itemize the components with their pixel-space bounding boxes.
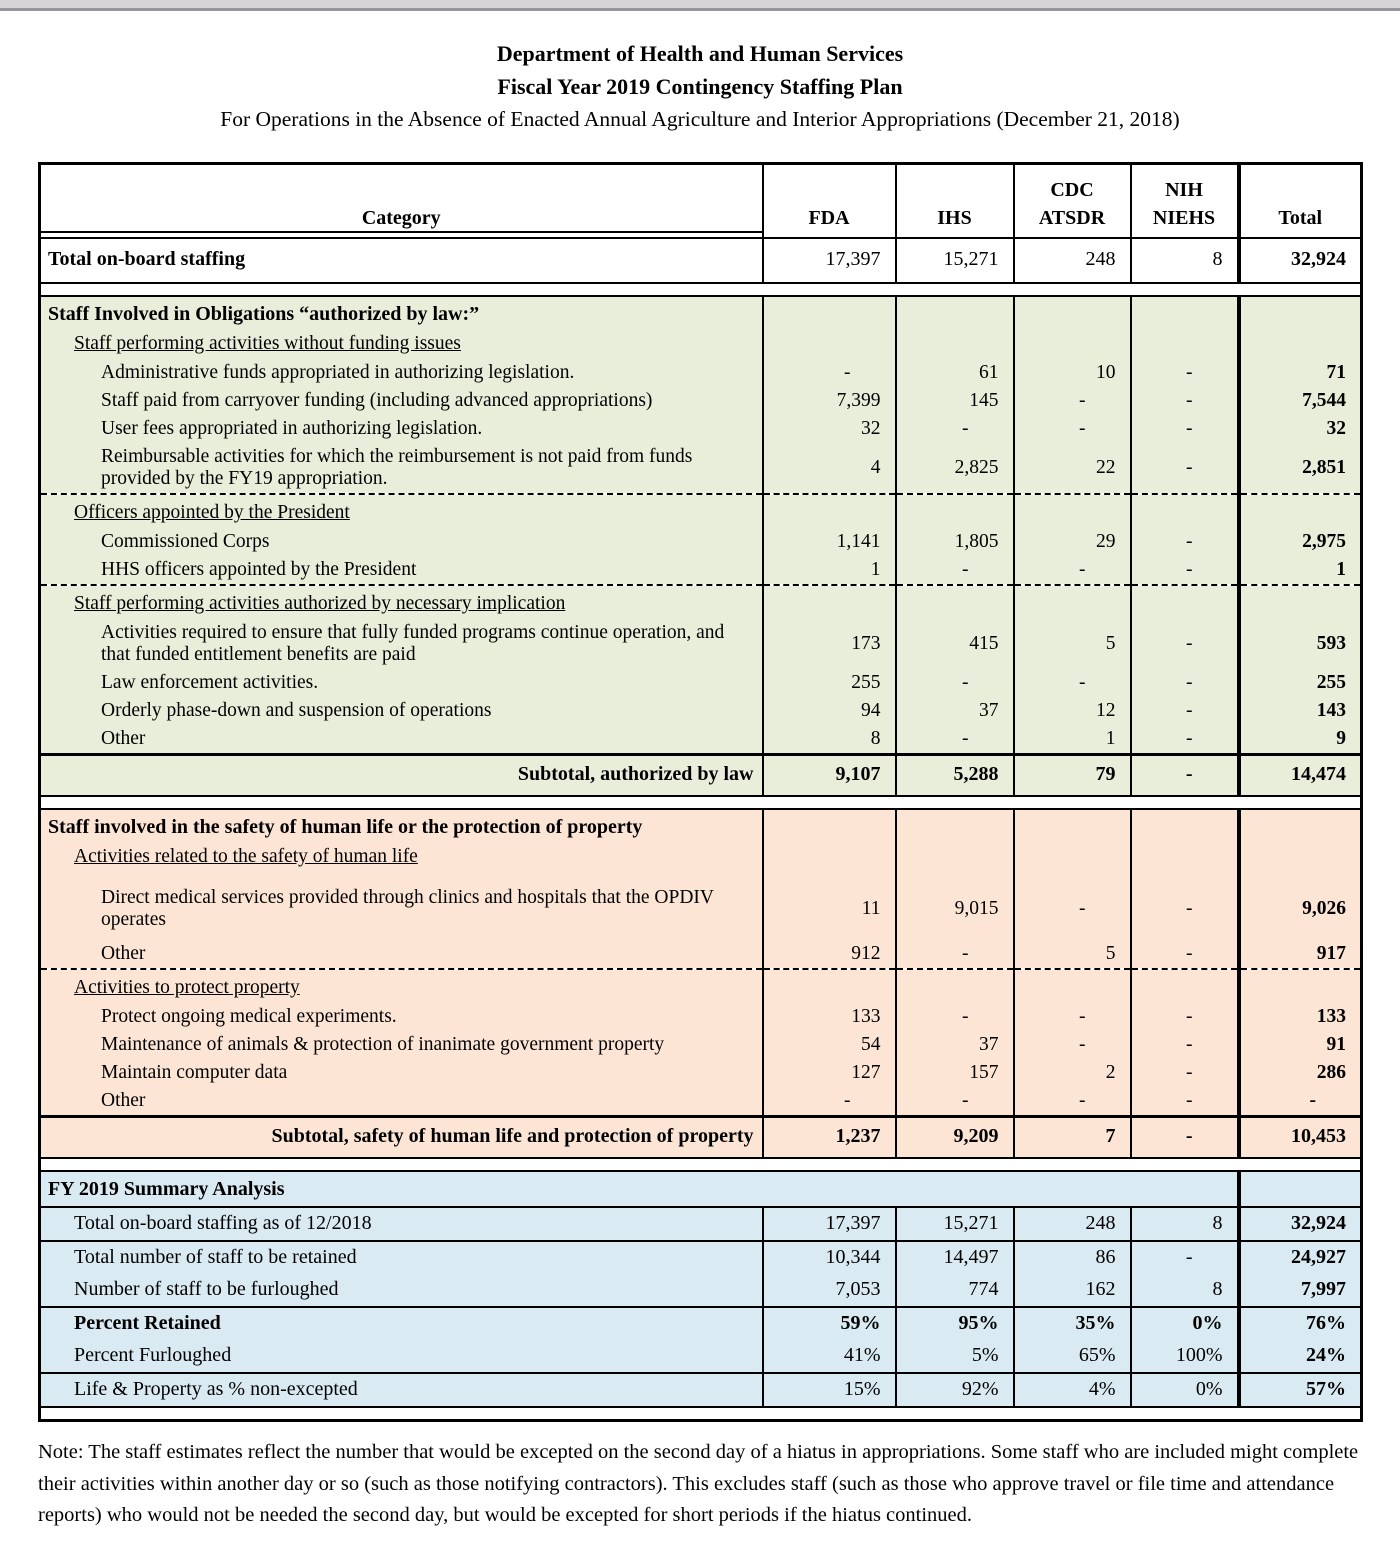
category-cell: Total on-board staffing as of 12/2018	[40, 1207, 763, 1241]
document-header	[0, 11, 1400, 135]
value-cell: 4%	[1014, 1373, 1131, 1407]
value-cell: 1,141	[763, 528, 896, 556]
value-cell: 12	[1014, 697, 1131, 725]
value-cell: -	[1014, 415, 1131, 443]
top-row-body	[40, 238, 1362, 283]
value-cell: 79	[1014, 755, 1131, 797]
total-value-cell: 2,851	[1239, 443, 1362, 494]
value-cell: -	[896, 669, 1014, 697]
separator-body	[40, 283, 1362, 296]
table-row	[40, 973, 1362, 1003]
category-cell: Staff paid from carryover funding (including advanced appropriations)	[40, 387, 763, 415]
empty-cell	[1239, 589, 1362, 619]
empty-cell	[1239, 329, 1362, 359]
value-cell: 11	[763, 872, 896, 940]
section-title-cell: Staff involved in the safety of human life or the protection of property	[40, 809, 763, 842]
empty-cell	[1131, 296, 1239, 329]
separator-bar	[40, 1158, 1362, 1171]
value-cell: -	[763, 1087, 896, 1117]
value-cell: -	[763, 359, 896, 387]
value-cell: 774	[896, 1274, 1014, 1307]
value-cell: -	[1131, 443, 1239, 494]
section-title-row	[40, 1171, 1362, 1207]
total-value-cell: 24,927	[1239, 1241, 1362, 1274]
value-cell: 127	[763, 1059, 896, 1087]
category-cell: Percent Furloughed	[40, 1340, 763, 1373]
empty-cell	[1014, 809, 1131, 842]
value-cell: -	[1014, 872, 1131, 940]
value-cell: 41%	[763, 1340, 896, 1373]
table-row	[40, 619, 1362, 669]
value-cell: -	[1131, 940, 1239, 969]
table-row	[40, 669, 1362, 697]
value-cell: 0%	[1131, 1307, 1239, 1340]
value-cell: 100%	[1131, 1340, 1239, 1373]
total-value-cell: 32	[1239, 415, 1362, 443]
value-cell: 4	[763, 443, 896, 494]
value-cell: -	[1131, 359, 1239, 387]
table-row	[40, 443, 1362, 494]
staffing-table	[38, 162, 1363, 1422]
empty-cell	[1239, 1171, 1362, 1207]
table-row	[40, 498, 1362, 528]
total-value-cell: 9	[1239, 725, 1362, 755]
total-value-cell: 917	[1239, 940, 1362, 969]
value-cell: 7	[1014, 1117, 1131, 1159]
summary-row	[40, 1340, 1362, 1373]
empty-cell	[763, 329, 896, 359]
subtotal-row	[40, 1117, 1362, 1159]
category-cell: Law enforcement activities.	[40, 669, 763, 697]
total-value-cell: 57%	[1239, 1373, 1362, 1407]
value-cell: 145	[896, 387, 1014, 415]
total-value-cell: 91	[1239, 1031, 1362, 1059]
empty-cell	[1131, 973, 1239, 1003]
value-cell: -	[1131, 872, 1239, 940]
value-cell: -	[1131, 1059, 1239, 1087]
value-cell: 29	[1014, 528, 1131, 556]
summary-row	[40, 1274, 1362, 1307]
value-cell: -	[896, 725, 1014, 755]
value-cell: 1	[1014, 725, 1131, 755]
summary-row	[40, 1373, 1362, 1407]
table-row	[40, 1031, 1362, 1059]
empty-cell	[896, 809, 1014, 842]
value-cell: 255	[763, 669, 896, 697]
table-row	[40, 528, 1362, 556]
value-cell: 1	[763, 556, 896, 585]
category-cell: Direct medical services provided through clinics and hospitals that the OPDIV operates	[40, 872, 763, 940]
empty-cell	[763, 498, 896, 528]
category-cell: Maintenance of animals & protection of inanimate government property	[40, 1031, 763, 1059]
value-cell: -	[896, 940, 1014, 969]
separator-bar	[40, 796, 1362, 809]
document-title: Department of Health and Human Services	[496, 41, 904, 66]
table-row	[40, 1087, 1362, 1117]
value-cell: 912	[763, 940, 896, 969]
category-cell: Number of staff to be furloughed	[40, 1274, 763, 1307]
empty-cell	[1131, 842, 1239, 872]
section-separator	[40, 796, 1362, 809]
category-cell: Activities to protect property	[40, 973, 763, 1003]
total-value-cell: 286	[1239, 1059, 1362, 1087]
section-title-cell: FY 2019 Summary Analysis	[40, 1171, 1239, 1207]
value-cell: 157	[896, 1059, 1014, 1087]
summary-row	[40, 1207, 1362, 1241]
category-cell: Administrative funds appropriated in authorizing legislation.	[40, 359, 763, 387]
column-header-total: Total	[1239, 164, 1362, 239]
value-cell: 9,209	[896, 1117, 1014, 1159]
value-cell: -	[1131, 528, 1239, 556]
column-header-fda: FDA	[763, 164, 896, 239]
summary-row	[40, 1307, 1362, 1340]
table-row	[40, 387, 1362, 415]
empty-cell	[1014, 296, 1131, 329]
value-cell: 15%	[763, 1373, 896, 1407]
category-cell: Other	[40, 1087, 763, 1117]
category-cell: Total number of staff to be retained	[40, 1241, 763, 1274]
empty-cell	[763, 809, 896, 842]
empty-cell	[1131, 589, 1239, 619]
section-title-row	[40, 809, 1362, 842]
value-cell: 15,271	[896, 1207, 1014, 1241]
total-value-cell: 32,924	[1239, 1207, 1362, 1241]
value-cell: 8	[1131, 1274, 1239, 1307]
table-row	[40, 1003, 1362, 1031]
value-cell: 54	[763, 1031, 896, 1059]
value-cell: 22	[1014, 443, 1131, 494]
empty-cell	[1131, 329, 1239, 359]
table-row	[40, 359, 1362, 387]
value-cell: -	[1131, 415, 1239, 443]
category-cell: Activities related to the safety of human life	[40, 842, 763, 872]
value-cell: 37	[896, 697, 1014, 725]
document-subtitle-2: For Operations in the Absence of Enacted Annual Agriculture and Interior Appropriations (December 21, 2018)	[220, 107, 1180, 131]
category-cell: Reimbursable activities for which the reimbursement is not paid from funds provided by the FY19 appropriation.	[40, 443, 763, 494]
value-cell: -	[1131, 697, 1239, 725]
table-row	[40, 842, 1362, 872]
value-cell: 15,271	[896, 238, 1014, 283]
value-cell: -	[1014, 556, 1131, 585]
total-value-cell: 14,474	[1239, 755, 1362, 797]
total-value-cell: 2,975	[1239, 528, 1362, 556]
table-head	[40, 164, 1362, 239]
total-value-cell: 143	[1239, 697, 1362, 725]
value-cell: 17,397	[763, 1207, 896, 1241]
category-cell: User fees appropriated in authorizing legislation.	[40, 415, 763, 443]
value-cell: 59%	[763, 1307, 896, 1340]
separator-body	[40, 796, 1362, 809]
column-header-ihs: IHS	[896, 164, 1014, 239]
empty-cell	[763, 589, 896, 619]
category-cell: Activities required to ensure that fully funded programs continue operation, and that funded entitlement benefits are paid	[40, 619, 763, 669]
value-cell: -	[1131, 1117, 1239, 1159]
category-cell: Total on-board staffing	[40, 238, 763, 283]
empty-cell	[763, 842, 896, 872]
screen-top-bar	[0, 0, 1400, 11]
category-cell: Orderly phase-down and suspension of operations	[40, 697, 763, 725]
value-cell: -	[1131, 387, 1239, 415]
value-cell: -	[1131, 669, 1239, 697]
empty-cell	[1239, 296, 1362, 329]
empty-cell	[763, 973, 896, 1003]
value-cell: 415	[896, 619, 1014, 669]
empty-cell	[1014, 498, 1131, 528]
subtotal-label-cell: Subtotal, authorized by law	[40, 755, 763, 797]
value-cell: 162	[1014, 1274, 1131, 1307]
category-cell: Other	[40, 940, 763, 969]
empty-cell	[1239, 809, 1362, 842]
total-value-cell: 133	[1239, 1003, 1362, 1031]
value-cell: -	[1014, 1087, 1131, 1117]
value-cell: 5	[1014, 619, 1131, 669]
value-cell: 86	[1014, 1241, 1131, 1274]
value-cell: 94	[763, 697, 896, 725]
value-cell: 14,497	[896, 1241, 1014, 1274]
empty-cell	[896, 589, 1014, 619]
total-onboard-row	[40, 238, 1362, 283]
table-header-row	[40, 164, 1362, 239]
value-cell: -	[1014, 669, 1131, 697]
value-cell: 32	[763, 415, 896, 443]
document-subtitle: Fiscal Year 2019 Contingency Staffing Plan	[497, 74, 903, 99]
value-cell: 5,288	[896, 755, 1014, 797]
value-cell: 7,053	[763, 1274, 896, 1307]
total-value-cell: 9,026	[1239, 872, 1362, 940]
value-cell: -	[1131, 1003, 1239, 1031]
value-cell: 37	[896, 1031, 1014, 1059]
total-value-cell: 24%	[1239, 1340, 1362, 1373]
value-cell: -	[1131, 755, 1239, 797]
value-cell: 61	[896, 359, 1014, 387]
value-cell: -	[1131, 619, 1239, 669]
table-row	[40, 872, 1362, 940]
category-cell: Maintain computer data	[40, 1059, 763, 1087]
table-row	[40, 940, 1362, 969]
subtotal-label-cell: Subtotal, safety of human life and protection of property	[40, 1117, 763, 1159]
empty-cell	[896, 498, 1014, 528]
value-cell: -	[1014, 387, 1131, 415]
value-cell: -	[1014, 1031, 1131, 1059]
value-cell: 248	[1014, 238, 1131, 283]
total-value-cell: 32,924	[1239, 238, 1362, 283]
value-cell: -	[896, 415, 1014, 443]
value-cell: -	[896, 1087, 1014, 1117]
category-cell: Percent Retained	[40, 1307, 763, 1340]
value-cell: 2	[1014, 1059, 1131, 1087]
separator-body	[40, 1158, 1362, 1171]
value-cell: -	[1131, 556, 1239, 585]
total-value-cell: 76%	[1239, 1307, 1362, 1340]
total-value-cell: 7,544	[1239, 387, 1362, 415]
empty-cell	[896, 329, 1014, 359]
total-value-cell: 255	[1239, 669, 1362, 697]
category-cell: Staff performing activities authorized by necessary implication	[40, 589, 763, 619]
value-cell: 5%	[896, 1340, 1014, 1373]
value-cell: 35%	[1014, 1307, 1131, 1340]
empty-cell	[1239, 842, 1362, 872]
value-cell: 9,107	[763, 755, 896, 797]
value-cell: -	[1131, 1087, 1239, 1117]
empty-cell	[896, 296, 1014, 329]
total-value-cell: 1	[1239, 556, 1362, 585]
section-fy2019-summary	[40, 1171, 1362, 1407]
total-value-cell: 7,997	[1239, 1274, 1362, 1307]
separator-bar	[40, 1407, 1362, 1421]
section-title-cell: Staff Involved in Obligations “authorized by law:”	[40, 296, 763, 329]
column-header-cdc: CDC ATSDR	[1014, 164, 1131, 239]
empty-cell	[1014, 329, 1131, 359]
section-separator	[40, 1407, 1362, 1421]
empty-cell	[1239, 498, 1362, 528]
empty-cell	[1014, 589, 1131, 619]
table-row	[40, 556, 1362, 585]
value-cell: 2,825	[896, 443, 1014, 494]
empty-cell	[896, 973, 1014, 1003]
value-cell: 8	[1131, 1207, 1239, 1241]
value-cell: 7,399	[763, 387, 896, 415]
value-cell: 5	[1014, 940, 1131, 969]
section-life-and-property	[40, 809, 1362, 1158]
note-text: Note: The staff estimates reflect the number that would be excepted on the second day of a hiatus in appropriations. Some staff who are included might complete their activities within another day or so (such as those notifying contractors). This excludes staff (such as those who approve travel or file time and attendance reports) who would not be needed the second day, but would be excepted for short periods if the hiatus continued.	[38, 1441, 1359, 1526]
table-row	[40, 415, 1362, 443]
value-cell: 92%	[896, 1373, 1014, 1407]
table-row	[40, 697, 1362, 725]
value-cell: -	[896, 556, 1014, 585]
value-cell: 248	[1014, 1207, 1131, 1241]
value-cell: 173	[763, 619, 896, 669]
category-cell: Protect ongoing medical experiments.	[40, 1003, 763, 1031]
category-cell: Commissioned Corps	[40, 528, 763, 556]
value-cell: -	[896, 1003, 1014, 1031]
empty-cell	[1014, 842, 1131, 872]
empty-cell	[1131, 809, 1239, 842]
column-header-nih: NIH NIEHS	[1131, 164, 1239, 239]
section-separator	[40, 1158, 1362, 1171]
value-cell: 10	[1014, 359, 1131, 387]
category-cell: HHS officers appointed by the President	[40, 556, 763, 585]
value-cell: 95%	[896, 1307, 1014, 1340]
value-cell: -	[1131, 1031, 1239, 1059]
empty-cell	[1014, 973, 1131, 1003]
empty-cell	[1239, 973, 1362, 1003]
value-cell: -	[1131, 1241, 1239, 1274]
total-value-cell: -	[1239, 1087, 1362, 1117]
total-value-cell: 71	[1239, 359, 1362, 387]
empty-cell	[763, 296, 896, 329]
table-row	[40, 725, 1362, 755]
value-cell: 133	[763, 1003, 896, 1031]
value-cell: -	[1014, 1003, 1131, 1031]
table-row	[40, 1059, 1362, 1087]
value-cell: 17,397	[763, 238, 896, 283]
category-cell: Officers appointed by the President	[40, 498, 763, 528]
value-cell: 8	[763, 725, 896, 755]
value-cell: 1,805	[896, 528, 1014, 556]
value-cell: 8	[1131, 238, 1239, 283]
category-cell: Staff performing activities without funding issues	[40, 329, 763, 359]
value-cell: 65%	[1014, 1340, 1131, 1373]
table-row	[40, 589, 1362, 619]
category-cell: Other	[40, 725, 763, 755]
section-separator	[40, 283, 1362, 296]
value-cell: 0%	[1131, 1373, 1239, 1407]
column-header-category: Category	[40, 164, 763, 239]
value-cell: 9,015	[896, 872, 1014, 940]
table-row	[40, 329, 1362, 359]
value-cell: 10,344	[763, 1241, 896, 1274]
value-cell: 1,237	[763, 1117, 896, 1159]
separator-body	[40, 1407, 1362, 1421]
value-cell: -	[1131, 725, 1239, 755]
summary-row	[40, 1241, 1362, 1274]
total-value-cell: 10,453	[1239, 1117, 1362, 1159]
subtotal-row	[40, 755, 1362, 797]
total-value-cell: 593	[1239, 619, 1362, 669]
category-cell: Life & Property as % non-excepted	[40, 1373, 763, 1407]
section-title-row	[40, 296, 1362, 329]
section-authorized-by-law	[40, 296, 1362, 796]
empty-cell	[1131, 498, 1239, 528]
separator-bar	[40, 283, 1362, 296]
empty-cell	[896, 842, 1014, 872]
